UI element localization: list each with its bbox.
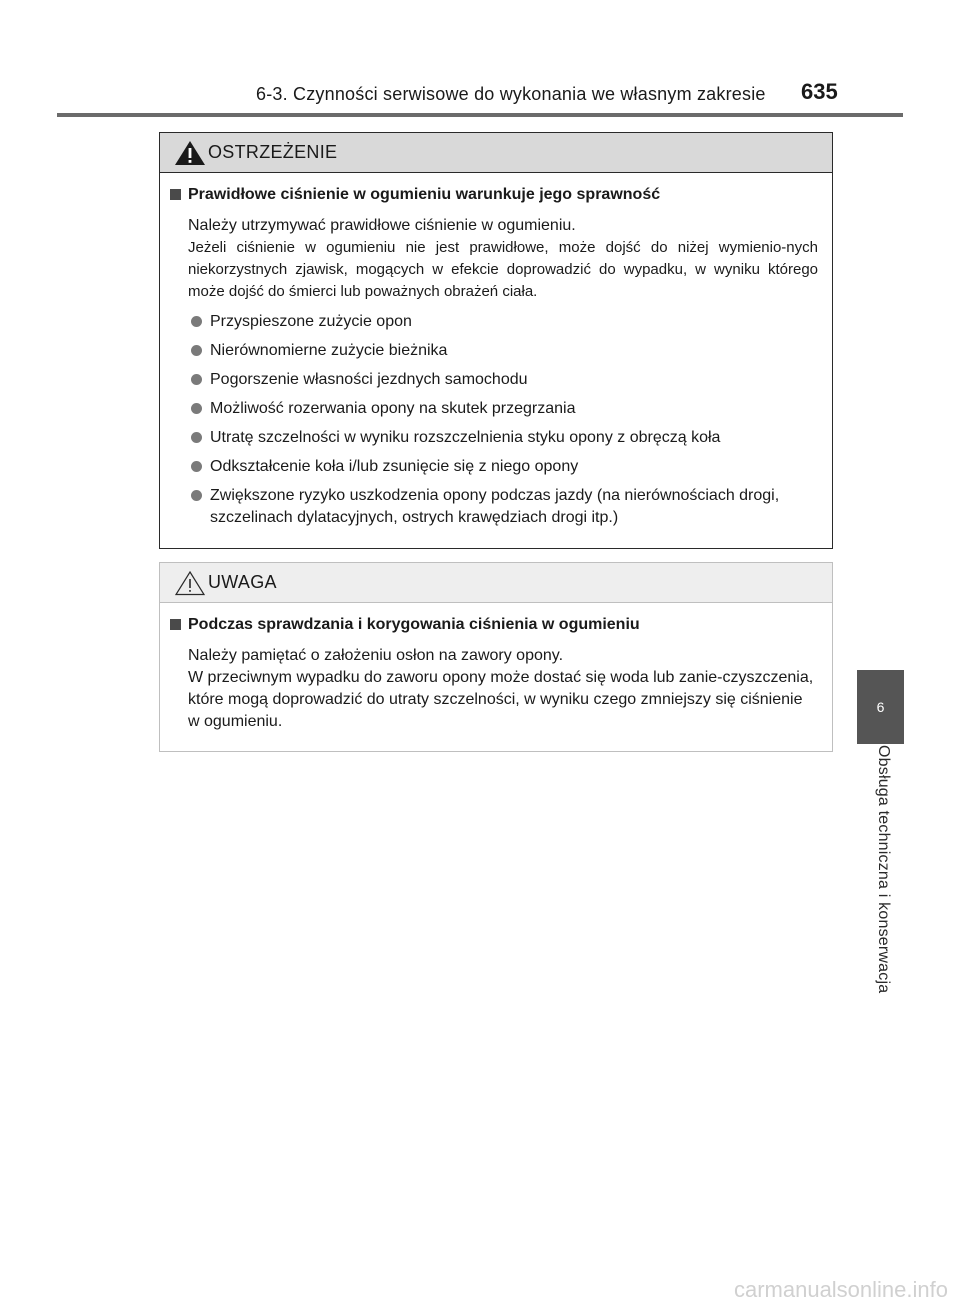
notice-box-header	[160, 563, 832, 603]
chapter-tab: 6	[857, 670, 904, 744]
warning-subheading-text: Prawidłowe ciśnienie w ogumieniu warunkuje jego sprawność	[188, 186, 661, 203]
watermark: carmanualsonline.info	[733, 1277, 948, 1302]
warning-outline-triangle-icon	[174, 570, 206, 596]
warning-title: OSTRZEŻENIE	[208, 142, 338, 162]
warning-subheading	[170, 184, 818, 206]
notice-box	[159, 562, 833, 752]
round-bullet-icon	[191, 345, 202, 356]
notice-subheading-text: Podczas sprawdzania i korygowania ciśnienia w ogumieniu	[188, 616, 640, 633]
round-bullet-icon	[191, 403, 202, 414]
notice-title: UWAGA	[208, 572, 277, 592]
chapter-label: Obsługa techniczna i konserwacja	[875, 745, 892, 994]
list-item: Odkształcenie koła i/lub zsunięcie się z niego opony	[191, 456, 818, 478]
notice-line-1: Należy pamiętać o założeniu osłon na zawory opony.	[188, 647, 564, 664]
warning-filled-triangle-icon	[174, 140, 206, 166]
round-bullet-icon	[191, 432, 202, 443]
warning-box-header	[160, 133, 832, 173]
list-item: Przyspieszone zużycie opon	[191, 311, 818, 333]
list-item: Możliwość rozerwania opony na skutek przegrzania	[191, 398, 818, 420]
warning-detail: Jeżeli ciśnienie w ogumieniu nie jest prawidłowe, może dojść do niżej wymienio-nych niekorzystnych zjawisk, mogących w efekcie doprowadzić do wypadku, w wyniku którego może dojść do śmierci lub poważnych obrażeń ciała.	[188, 239, 818, 300]
section-title: 6-3. Czynności serwisowe do wykonania we własnym zakresie	[256, 84, 766, 104]
page-number: 635	[801, 79, 838, 104]
warning-bullet-list	[191, 311, 818, 529]
warning-box	[159, 132, 833, 549]
warning-intro: Należy utrzymywać prawidłowe ciśnienie w ogumieniu.	[188, 217, 576, 234]
round-bullet-icon	[191, 461, 202, 472]
round-bullet-icon	[191, 316, 202, 327]
header-divider	[57, 113, 903, 117]
round-bullet-icon	[191, 490, 202, 501]
list-item: Pogorszenie własności jezdnych samochodu	[191, 369, 818, 391]
notice-subheading	[170, 614, 818, 636]
square-bullet-icon	[170, 189, 181, 200]
list-item: Zwiększone ryzyko uszkodzenia opony podczas jazdy (na nierównościach drogi, szczelinach dylatacyjnych, ostrych krawędziach drogi itp.)	[191, 485, 818, 529]
notice-line-2: W przeciwnym wypadku do zaworu opony może dostać się woda lub zanie-czyszczenia, które mogą doprowadzić do utraty szczelności, w wyniku czego zmniejszy się ciśnienie w ogumieniu.	[188, 669, 814, 730]
round-bullet-icon	[191, 374, 202, 385]
square-bullet-icon	[170, 619, 181, 630]
list-item: Utratę szczelności w wyniku rozszczelnienia styku opony z obręczą koła	[191, 427, 818, 449]
list-item: Nierównomierne zużycie bieżnika	[191, 340, 818, 362]
